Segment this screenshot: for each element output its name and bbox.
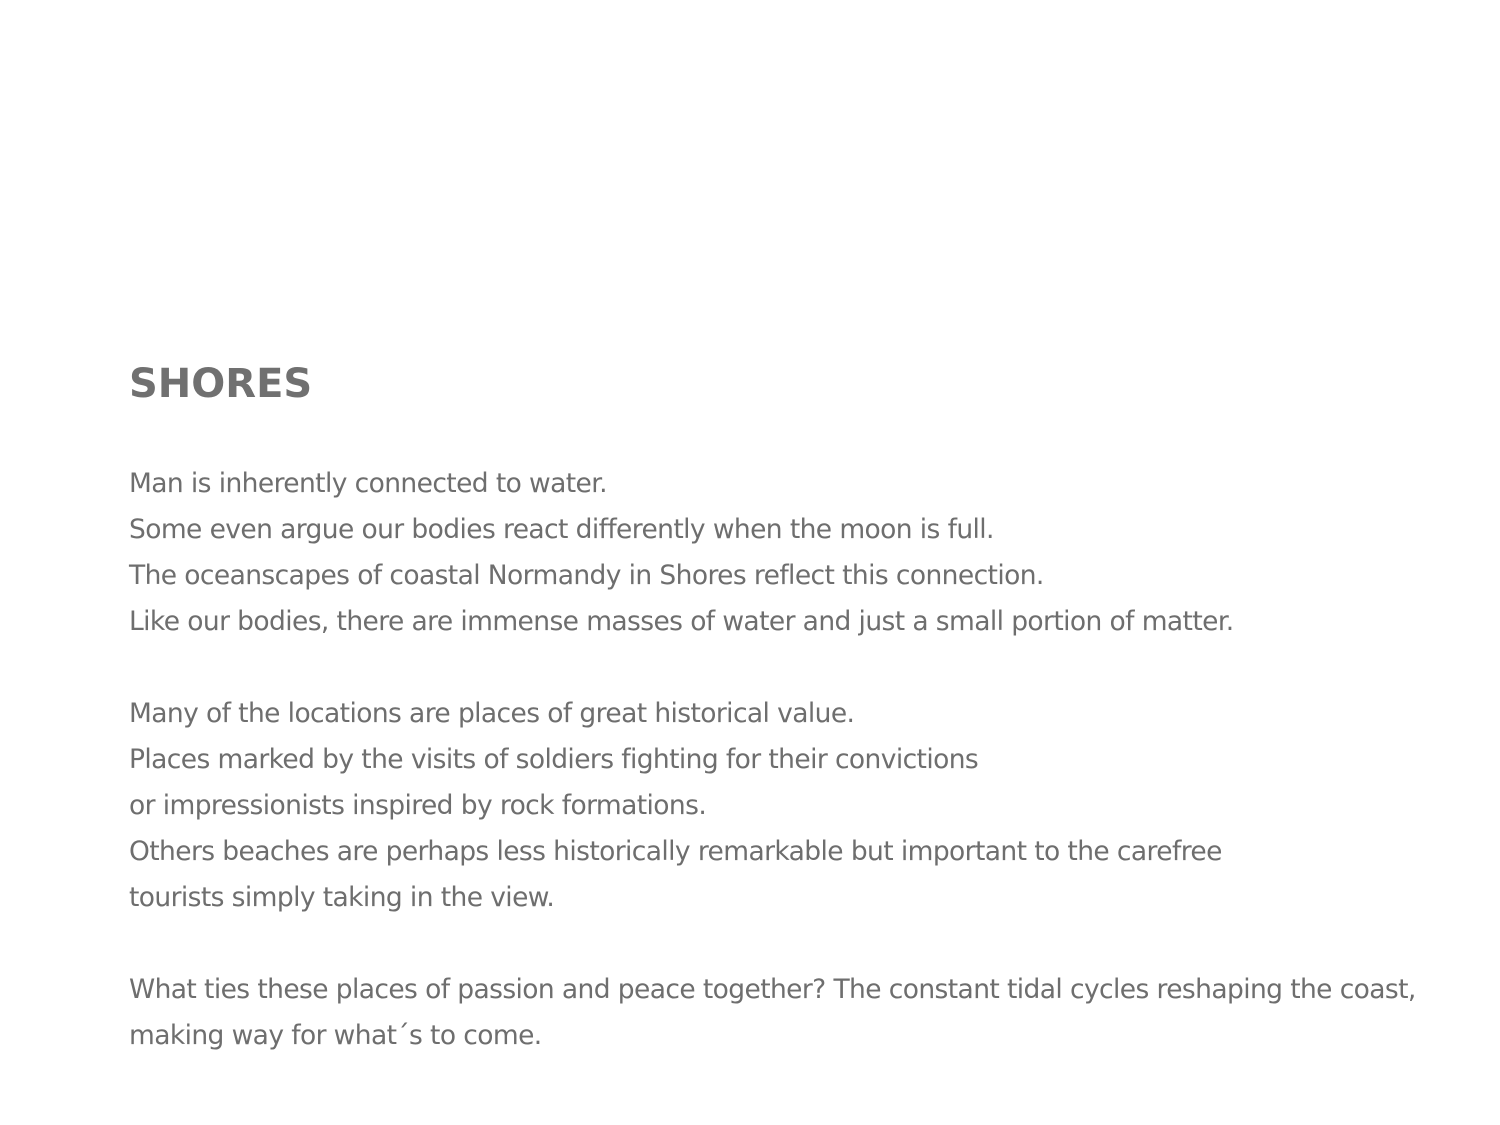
text-line: making way for what´s to come. xyxy=(129,1020,542,1051)
text-line: or impressionists inspired by rock formations. xyxy=(129,790,707,821)
paragraph-2 xyxy=(129,691,1409,921)
page-title: SHORES xyxy=(129,361,313,407)
text-line: Others beaches are perhaps less historically remarkable but important to the carefree xyxy=(129,836,1222,867)
text-line: Many of the locations are places of great historical value. xyxy=(129,698,855,729)
text-line: Some even argue our bodies react differently when the moon is full. xyxy=(129,514,994,545)
text-line: Man is inherently connected to water. xyxy=(129,468,607,499)
text-line: tourists simply taking in the view. xyxy=(129,882,555,913)
paragraph-3 xyxy=(129,967,1416,1059)
paragraph-1 xyxy=(129,461,1409,645)
text-line: What ties these places of passion and peace together? The constant tidal cycles reshaping the coast, xyxy=(129,974,1416,1005)
text-block xyxy=(129,358,1416,1059)
text-line: The oceanscapes of coastal Normandy in Shores reflect this connection. xyxy=(129,560,1044,591)
text-line: Like our bodies, there are immense masses of water and just a small portion of matter. xyxy=(129,606,1234,637)
text-line: Places marked by the visits of soldiers fighting for their convictions xyxy=(129,744,979,775)
